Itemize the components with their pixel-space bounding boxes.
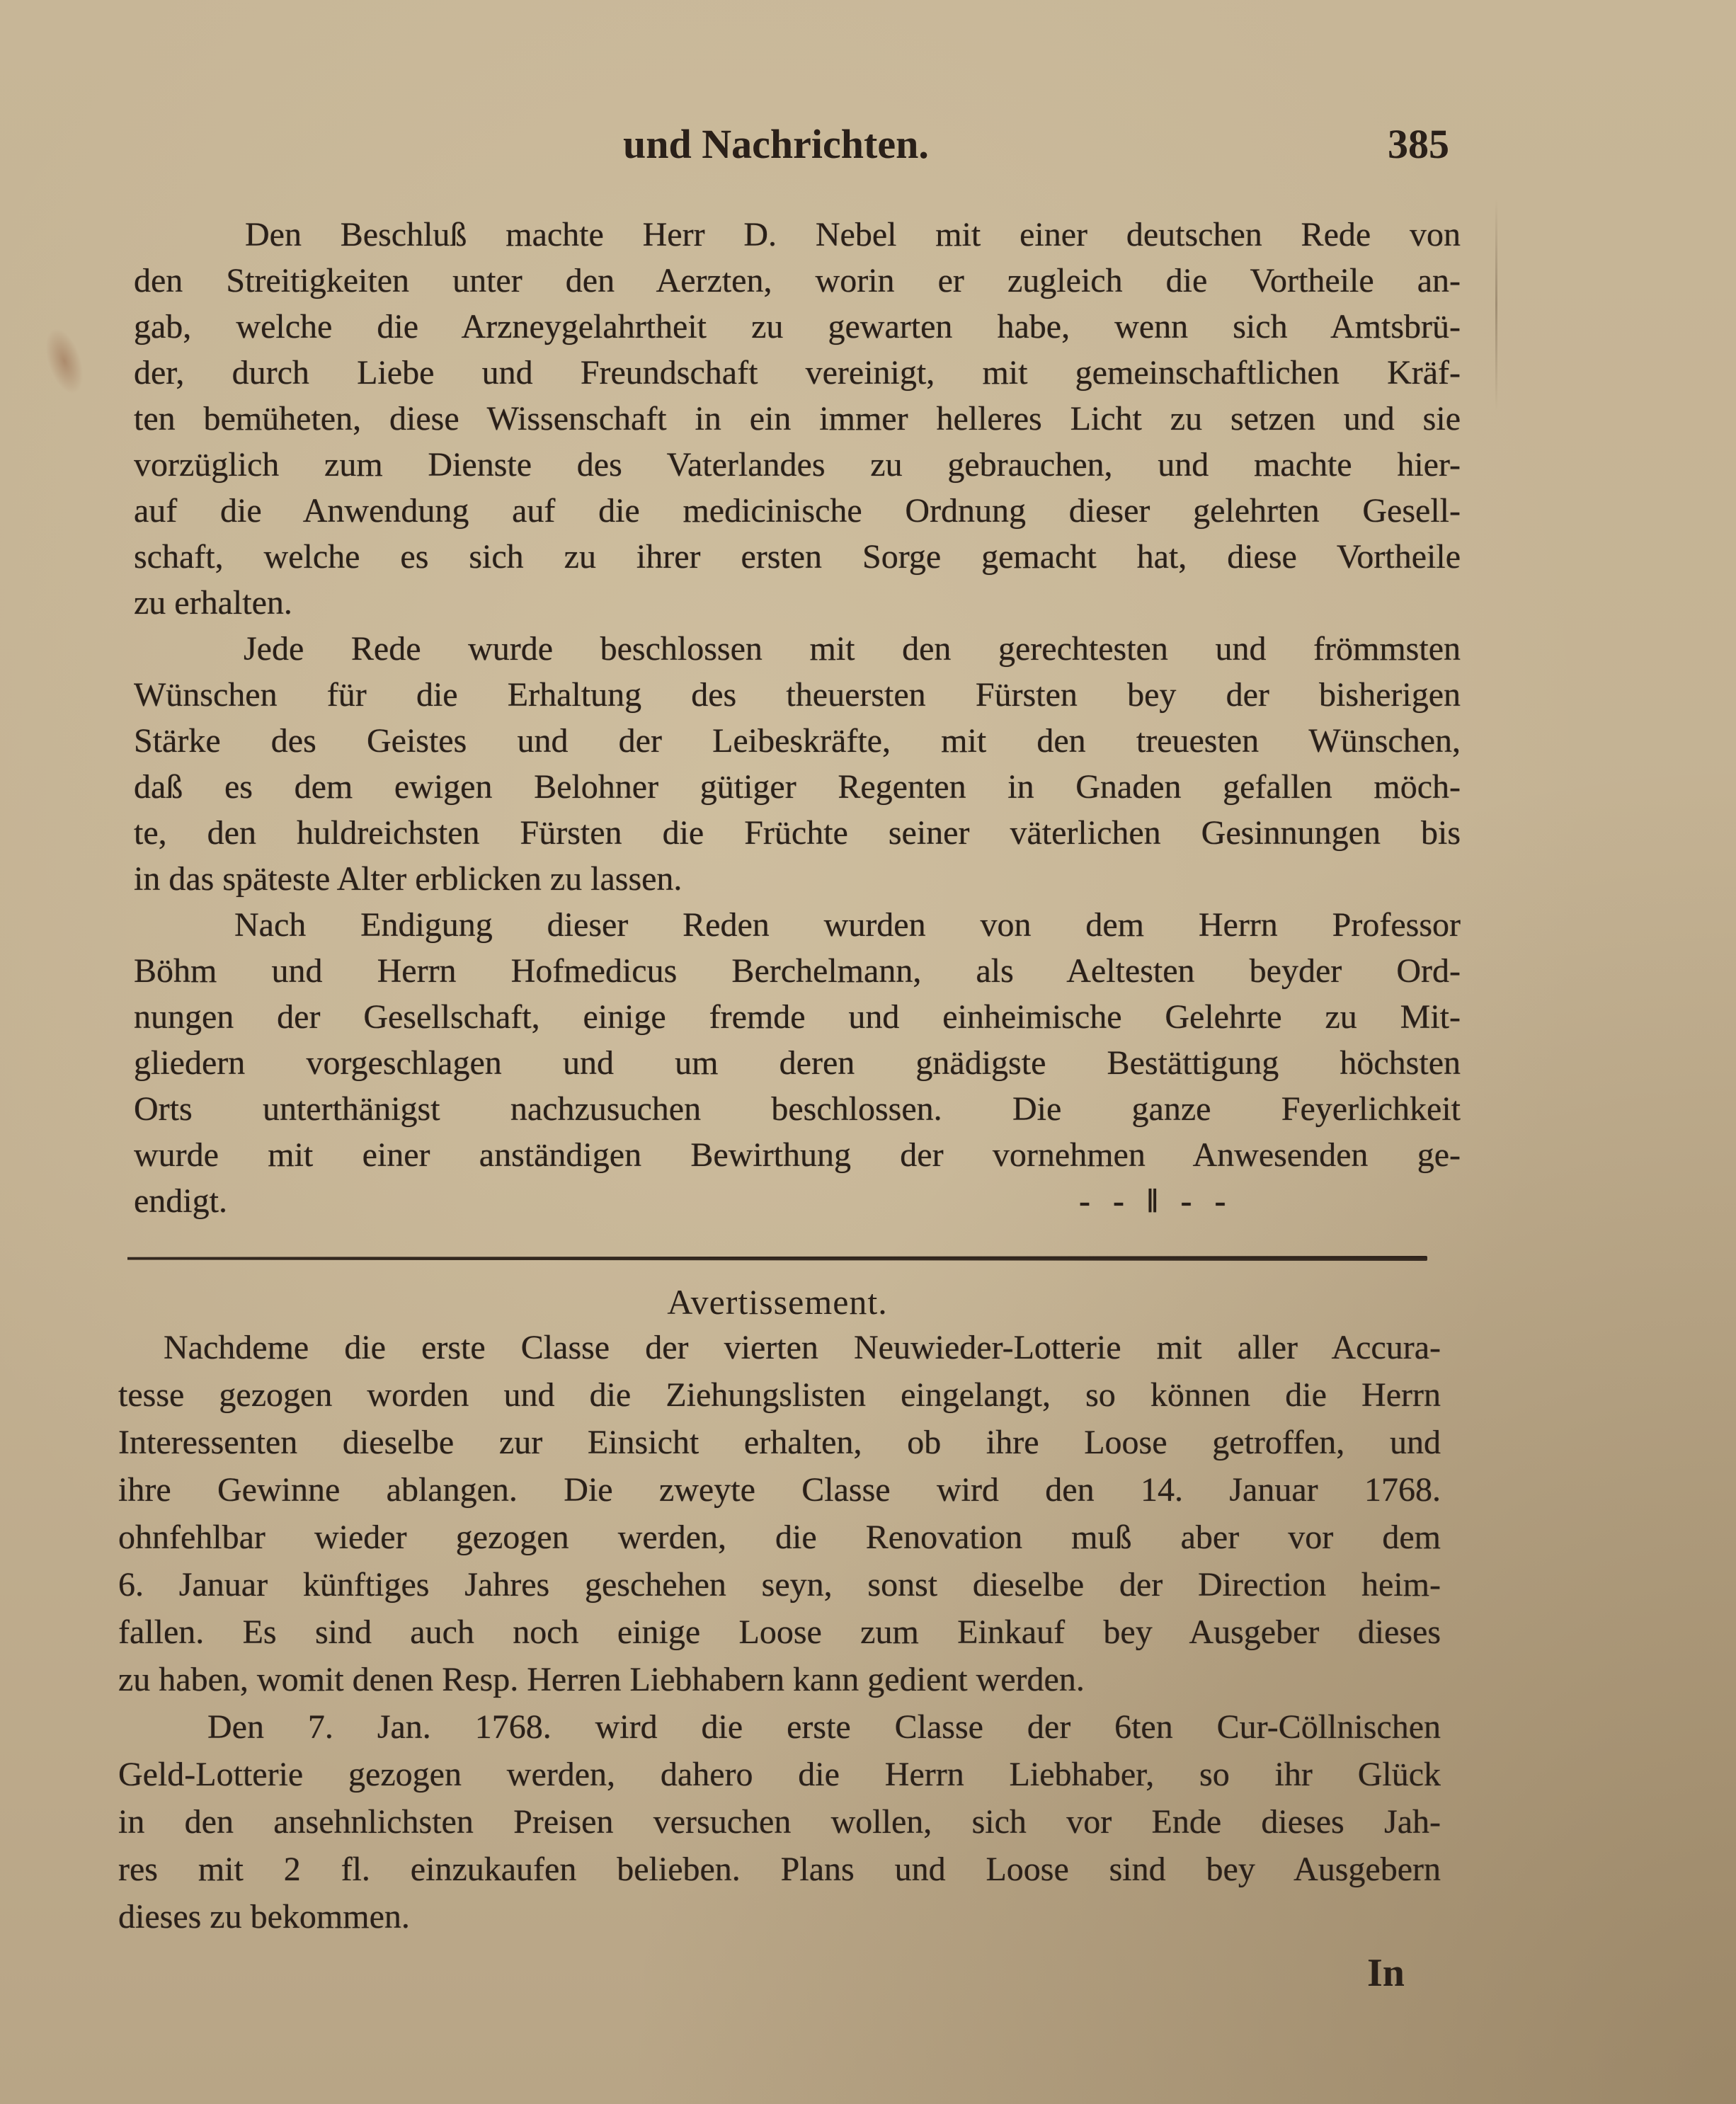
paragraph: [118, 1703, 1441, 1940]
text-line: vorzüglich zum Dienste des Vaterlandes zu gebrauchen, und machte hier-: [134, 446, 1461, 484]
horizontal-rule: [127, 1256, 1427, 1261]
text-line: in das späteste Alter erblicken zu lassen.: [134, 860, 683, 898]
ink-stain: [38, 324, 90, 399]
text-line: auf die Anwendung auf die medicinische Ordnung dieser gelehrten Gesell-: [134, 492, 1461, 530]
paragraph: [134, 626, 1461, 902]
text-line: wurde mit einer anständigen Bewirthung der vornehmen Anwesenden ge-: [134, 1136, 1461, 1174]
text-line: Nach Endigung dieser Reden wurden von dem Herrn Professor: [234, 906, 1461, 944]
text-line: der, durch Liebe und Freundschaft vereinigt, mit gemeinschaftlichen Kräf-: [134, 354, 1461, 391]
text-line: zu erhalten.: [134, 584, 292, 622]
text-line: Geld-Lotterie gezogen werden, dahero die Herrn Liebhaber, so ihr Glück: [118, 1756, 1441, 1793]
text-line: res mit 2 fl. einzukaufen belieben. Plans und Loose sind bey Ausgebern: [118, 1851, 1441, 1888]
page-number: 385: [1388, 121, 1449, 167]
text-line: dieses zu bekommen.: [118, 1898, 410, 1936]
text-line: schaft, welche es sich zu ihrer ersten Sorge gemacht hat, diese Vortheile: [134, 538, 1461, 576]
catchword: In: [1367, 1951, 1405, 1995]
paper-fold-mark: [1495, 198, 1497, 411]
text-line: 6. Januar künftiges Jahres geschehen seyn, sonst dieselbe der Direction heim-: [118, 1566, 1441, 1603]
text-line: nungen der Gesellschaft, einige fremde und einheimische Gelehrte zu Mit-: [134, 998, 1461, 1036]
text-line: zu haben, womit denen Resp. Herren Liebhabern kann gedient werden.: [118, 1661, 1085, 1698]
text-line: gliedern vorgeschlagen und um deren gnädigste Bestättigung höchsten: [134, 1044, 1461, 1082]
text-line: Den 7. Jan. 1768. wird die erste Classe der 6ten Cur-Cöllnischen: [207, 1708, 1441, 1746]
text-line-with-separator: [134, 1178, 1461, 1224]
text-line: te, den huldreichsten Fürsten die Früchte seiner väterlichen Gesinnungen bis: [134, 814, 1461, 852]
section-end-separator: - - ‖ - -: [1079, 1182, 1233, 1220]
section-heading: Avertissement.: [667, 1282, 888, 1322]
text-line: Orts unterthänigst nachzusuchen beschlossen. Die ganze Feyerlichkeit: [134, 1090, 1461, 1128]
article-body: [134, 212, 1461, 1224]
paragraph: [118, 1324, 1441, 1703]
text-line: den Streitigkeiten unter den Aerzten, worin er zugleich die Vortheile an-: [134, 262, 1461, 299]
paragraph: [134, 902, 1461, 1224]
text-line: Interessenten dieselbe zur Einsicht erhalten, ob ihre Loose getroffen, und: [118, 1424, 1441, 1461]
text-line: Den Beschluß machte Herr D. Nebel mit einer deutschen Rede von: [245, 216, 1461, 253]
paragraph: [134, 212, 1461, 626]
text-line-end: endigt.: [134, 1182, 227, 1220]
text-line: gab, welche die Arzneygelahrtheit zu gewarten habe, wenn sich Amtsbrü-: [134, 308, 1461, 345]
text-line: daß es dem ewigen Belohner gütiger Regenten in Gnaden gefallen möch-: [134, 768, 1461, 806]
text-line: ihre Gewinne ablangen. Die zweyte Classe wird den 14. Januar 1768.: [118, 1471, 1441, 1509]
text-line: fallen. Es sind auch noch einige Loose zum Einkauf bey Ausgeber dieses: [118, 1613, 1441, 1651]
text-line: tesse gezogen worden und die Ziehungslisten eingelangt, so können die Herrn: [118, 1376, 1441, 1414]
text-line: Jede Rede wurde beschlossen mit den gerechtesten und frömmsten: [244, 630, 1461, 668]
text-line: in den ansehnlichsten Preisen versuchen wollen, sich vor Ende dieses Jah-: [118, 1803, 1441, 1841]
avertissement-body: [118, 1324, 1441, 1940]
text-line: Stärke des Geistes und der Leibeskräfte, mit den treuesten Wünschen,: [134, 722, 1461, 760]
text-line: ohnfehlbar wieder gezogen werden, die Renovation muß aber vor dem: [118, 1519, 1441, 1556]
text-line: Wünschen für die Erhaltung des theuersten Fürsten bey der bisherigen: [134, 676, 1461, 714]
text-line: Böhm und Herrn Hofmedicus Berchelmann, als Aeltesten beyder Ord-: [134, 952, 1461, 990]
running-title: und Nachrichten.: [623, 121, 929, 167]
text-line: ten bemüheten, diese Wissenschaft in ein immer helleres Licht zu setzen und sie: [134, 400, 1461, 438]
text-line: Nachdeme die erste Classe der vierten Neuwieder-Lotterie mit aller Accura-: [164, 1329, 1441, 1366]
